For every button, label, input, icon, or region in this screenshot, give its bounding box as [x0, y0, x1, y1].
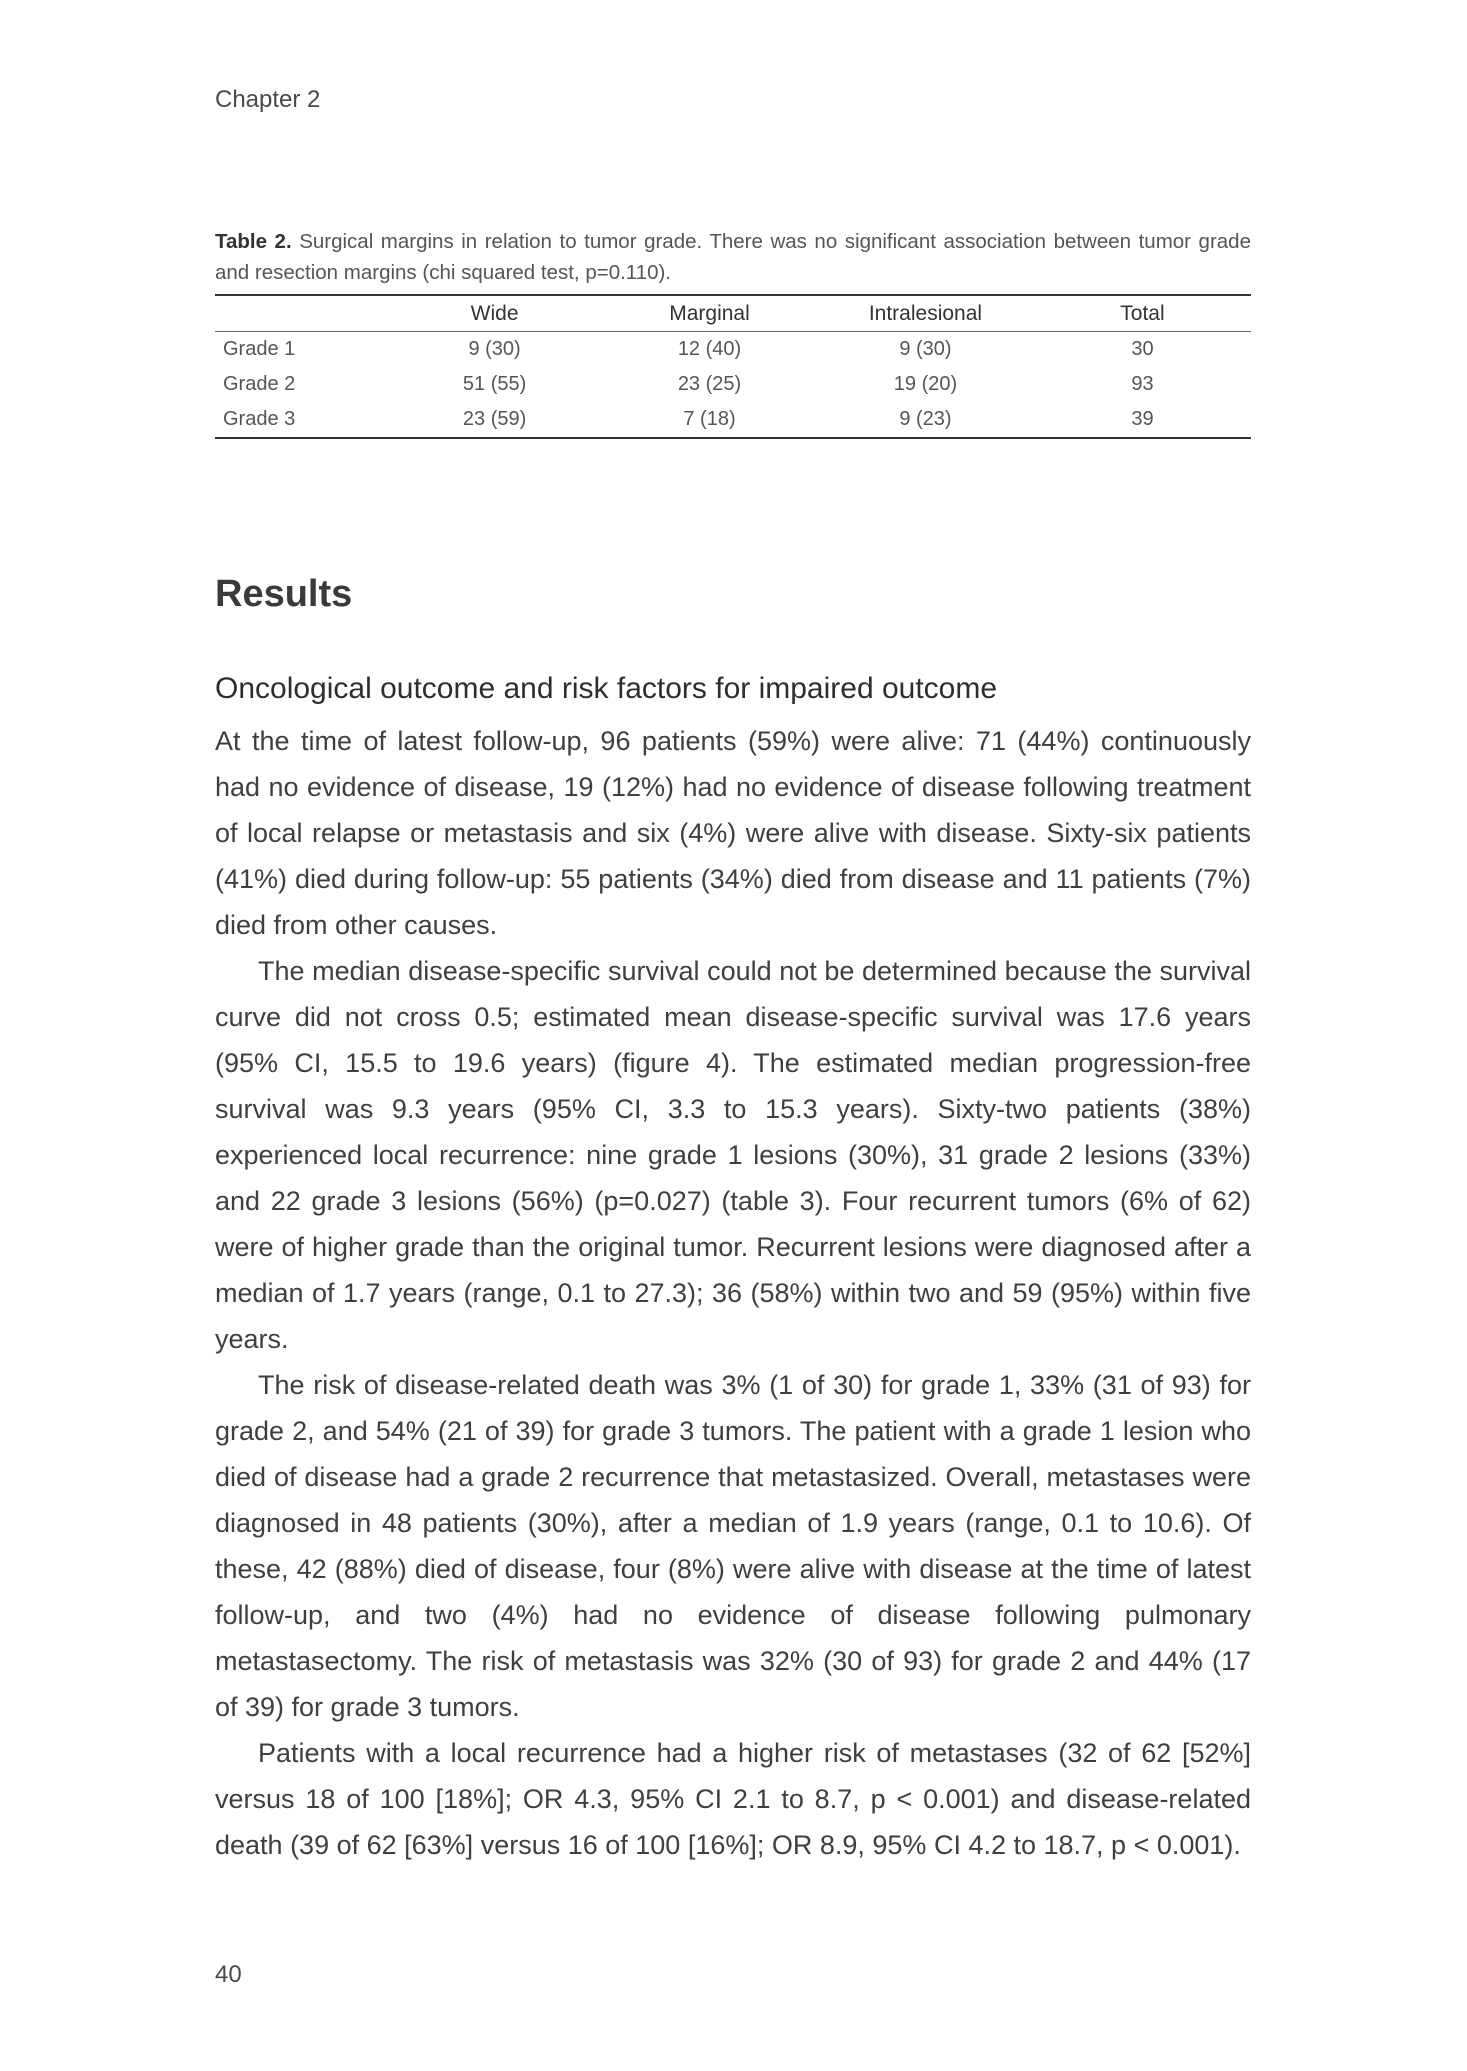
table-cell: 9 (23)	[899, 408, 952, 430]
table-cell: 19 (20)	[893, 373, 958, 395]
body-text	[215, 718, 1251, 1868]
table-cell: 23 (59)	[462, 408, 527, 430]
table-cell: 93	[1131, 373, 1154, 395]
table-row	[215, 402, 1251, 438]
table-row-label: Grade 2	[223, 373, 296, 395]
table-cell: 12 (40)	[677, 338, 742, 360]
table-caption	[215, 226, 1251, 288]
margins-table	[215, 294, 1251, 439]
running-head: Chapter 2	[215, 86, 321, 113]
table-header-cell: Total	[1120, 301, 1165, 325]
subsection-title: Oncological outcome and risk factors for impaired outcome	[215, 672, 998, 705]
paragraph: The risk of disease-related death was 3% (1 of 30) for grade 1, 33% (31 of 93) for grade 2, and 54% (21 of 39) for grade 3 tumors. The patient with a grade 1 lesion who died of disease had a grade 2 recurrence that metastasized. Overall, metastases were diagnosed in 48 patients (30%), after a median of 1.9 years (range, 0.1 to 10.6). Of these, 42 (88%) died of disease, four (8%) were alive with disease at the time of latest follow-up, and two (4%) had no evidence of disease following pulmonary metastasectomy. The risk of metastasis was 32% (30 of 93) for grade 2 and 44% (17 of 39) for grade 3 tumors.	[215, 1370, 1251, 1722]
table-header-cell: Marginal	[669, 301, 750, 325]
table-caption-text: Surgical margins in relation to tumor grade. There was no significant association between tumor grade and resection margins (chi squared test, p=0.110).	[215, 230, 1251, 284]
table-caption-label: Table 2.	[215, 230, 292, 253]
page-number: 40	[215, 1961, 242, 1988]
table-row-label: Grade 1	[223, 338, 296, 360]
table-row	[215, 367, 1251, 402]
table-cell: 9 (30)	[899, 338, 952, 360]
table-cell: 51 (55)	[462, 373, 527, 395]
table-header-row	[215, 295, 1251, 332]
table-cell: 39	[1131, 408, 1154, 430]
table-cell: 30	[1131, 338, 1154, 360]
section-title: Results	[215, 573, 353, 615]
paragraph: The median disease-specific survival could not be determined because the survival curve did not cross 0.5; estimated mean disease-specific survival was 17.6 years (95% CI, 15.5 to 19.6 years) (figure 4). The estimated median progression-free survival was 9.3 years (95% CI, 3.3 to 15.3 years). Sixty-two patients (38%) experienced local recurrence: nine grade 1 lesions (30%), 31 grade 2 lesions (33%) and 22 grade 3 lesions (56%) (p=0.027) (table 3). Four recurrent tumors (6% of 62) were of higher grade than the original tumor. Recurrent lesions were diagnosed after a median of 1.7 years (range, 0.1 to 27.3); 36 (58%) within two and 59 (95%) within five years.	[215, 956, 1251, 1354]
table-cell: 9 (30)	[468, 338, 521, 360]
paragraph: Patients with a local recurrence had a higher risk of metastases (32 of 62 [52%] versus 18 of 100 [18%]; OR 4.3, 95% CI 2.1 to 8.7, p < 0.001) and disease-related death (39 of 62 [63%] versus 16 of 100 [16%]; OR 8.9, 95% CI 4.2 to 18.7, p < 0.001).	[215, 1738, 1251, 1860]
table-header-cell: Wide	[470, 301, 519, 325]
table-cell: 7 (18)	[683, 408, 736, 430]
table-row	[215, 332, 1251, 368]
paragraph: At the time of latest follow-up, 96 patients (59%) were alive: 71 (44%) continuously had no evidence of disease, 19 (12%) had no evidence of disease following treatment of local relapse or metastasis and six (4%) were alive with disease. Sixty-six patients (41%) died during follow-up: 55 patients (34%) died from disease and 11 patients (7%) died from other causes.	[215, 726, 1251, 940]
table-header-cell: Intralesional	[868, 301, 983, 325]
table-cell: 23 (25)	[677, 373, 742, 395]
table-row-label: Grade 3	[223, 408, 296, 430]
table-header-cell	[215, 295, 387, 332]
